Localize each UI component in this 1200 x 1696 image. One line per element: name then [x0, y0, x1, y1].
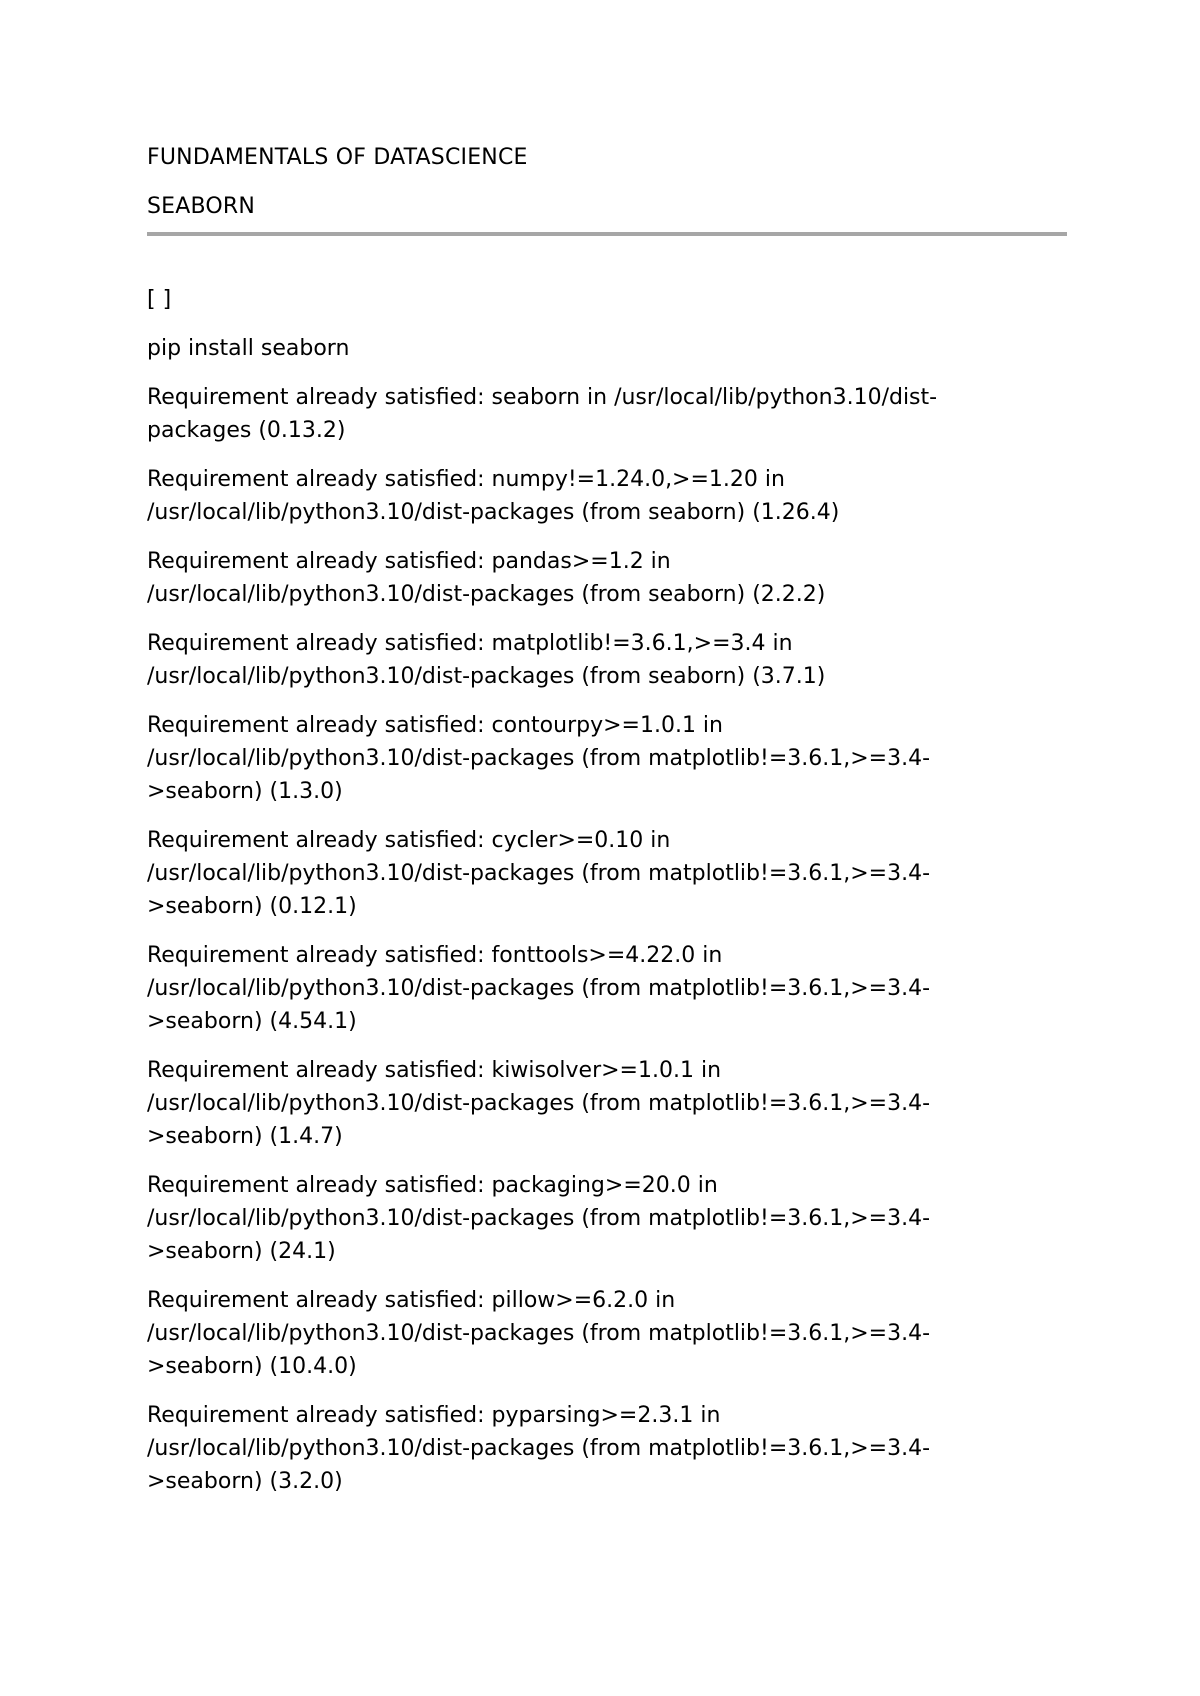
output-line-part: Requirement already satisfied: numpy!=1.24.0,>=1.20 in — [147, 467, 785, 492]
cell-command: pip install seaborn — [147, 336, 350, 361]
output-line — [147, 939, 1067, 1038]
output-line — [147, 627, 1067, 693]
output-line-part: >seaborn) (1.4.7) — [147, 1124, 343, 1149]
output-line-part: >seaborn) (24.1) — [147, 1239, 336, 1264]
output-line-part: /usr/local/lib/python3.10/dist-packages (from matplotlib!=3.6.1,>=3.4- — [147, 746, 931, 771]
output-line-part: Requirement already satisfied: seaborn in /usr/local/lib/python3.10/dist- — [147, 385, 938, 410]
output-line-part: Requirement already satisfied: pillow>=6.2.0 in — [147, 1288, 676, 1313]
output-line-part: /usr/local/lib/python3.10/dist-packages (from matplotlib!=3.6.1,>=3.4- — [147, 1321, 931, 1346]
output-line-part: /usr/local/lib/python3.10/dist-packages (from seaborn) (2.2.2) — [147, 582, 826, 607]
output-line-part: /usr/local/lib/python3.10/dist-packages (from matplotlib!=3.6.1,>=3.4- — [147, 976, 931, 1001]
output-line — [147, 1284, 1067, 1383]
output-line-part: /usr/local/lib/python3.10/dist-packages (from matplotlib!=3.6.1,>=3.4- — [147, 1206, 931, 1231]
output-line-part: Requirement already satisfied: kiwisolver>=1.0.1 in — [147, 1058, 722, 1083]
output-line-part: >seaborn) (0.12.1) — [147, 894, 357, 919]
output-line-part: /usr/local/lib/python3.10/dist-packages (from matplotlib!=3.6.1,>=3.4- — [147, 861, 931, 886]
output-line-part: >seaborn) (4.54.1) — [147, 1009, 357, 1034]
output-line-part: Requirement already satisfied: pandas>=1.2 in — [147, 549, 671, 574]
document-page — [147, 142, 1067, 1514]
cell-output — [147, 381, 1067, 1498]
document-title: FUNDAMENTALS OF DATASCIENCE — [147, 145, 528, 170]
header-divider — [147, 232, 1067, 236]
output-line — [147, 709, 1067, 808]
output-line-part: Requirement already satisfied: matplotlib!=3.6.1,>=3.4 in — [147, 631, 793, 656]
output-line — [147, 824, 1067, 923]
output-line — [147, 463, 1067, 529]
output-line-part: Requirement already satisfied: fonttools>=4.22.0 in — [147, 943, 723, 968]
document-subtitle: SEABORN — [147, 194, 256, 219]
output-line-part: >seaborn) (3.2.0) — [147, 1469, 343, 1494]
output-line-part: Requirement already satisfied: packaging>=20.0 in — [147, 1173, 718, 1198]
output-line — [147, 545, 1067, 611]
output-line — [147, 1054, 1067, 1153]
output-line-part: >seaborn) (10.4.0) — [147, 1354, 357, 1379]
output-line-part: Requirement already satisfied: contourpy>=1.0.1 in — [147, 713, 723, 738]
cell-execution-marker: [ ] — [147, 287, 172, 312]
output-line-part: /usr/local/lib/python3.10/dist-packages (from seaborn) (3.7.1) — [147, 664, 826, 689]
output-line-part: /usr/local/lib/python3.10/dist-packages (from matplotlib!=3.6.1,>=3.4- — [147, 1436, 931, 1461]
output-line — [147, 1399, 1067, 1498]
output-line-part: /usr/local/lib/python3.10/dist-packages (from matplotlib!=3.6.1,>=3.4- — [147, 1091, 931, 1116]
output-line-part: packages (0.13.2) — [147, 418, 346, 443]
output-line-part: /usr/local/lib/python3.10/dist-packages (from seaborn) (1.26.4) — [147, 500, 840, 525]
output-line-part: Requirement already satisfied: pyparsing>=2.3.1 in — [147, 1403, 721, 1428]
output-line — [147, 1169, 1067, 1268]
output-line-part: >seaborn) (1.3.0) — [147, 779, 343, 804]
output-line-part: Requirement already satisfied: cycler>=0.10 in — [147, 828, 671, 853]
output-line — [147, 381, 1067, 447]
code-cell — [147, 283, 1067, 1498]
